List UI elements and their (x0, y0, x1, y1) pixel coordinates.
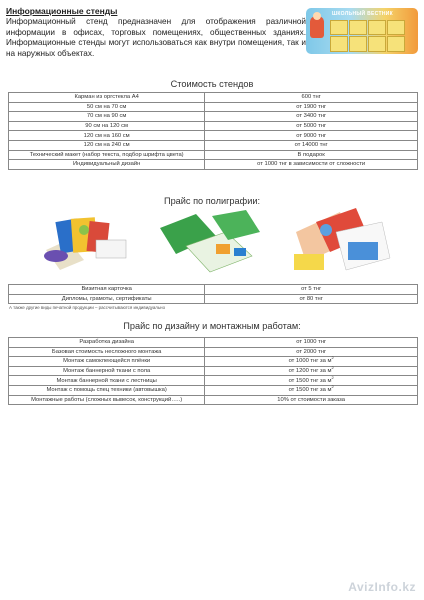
price-text: от 1000 тнг (296, 339, 327, 346)
price-text: от 80 тнг (299, 295, 323, 302)
print-price-table (8, 284, 418, 304)
table-row (9, 376, 418, 386)
print-section-title: Прайс по полиграфии: (163, 196, 261, 206)
square-superscript: 2 (331, 374, 334, 380)
table-row (9, 93, 418, 103)
item-price (205, 347, 418, 357)
price-text: от 14000 тнг (294, 142, 328, 149)
table-row (9, 160, 418, 170)
item-name: Разработка дизайна (9, 338, 205, 348)
item-price (205, 376, 418, 386)
board-pocket (368, 36, 386, 52)
item-price (205, 140, 418, 150)
table-row (9, 102, 418, 112)
table-row (9, 140, 418, 150)
table-row (9, 294, 418, 304)
item-price (205, 121, 418, 131)
board-pocket (330, 36, 348, 52)
item-name: 70 см на 90 см (9, 112, 205, 122)
item-name: 120 см на 240 см (9, 140, 205, 150)
square-superscript: 2 (331, 365, 334, 371)
item-name: Монтаж баннерной ткани с лестницы (9, 376, 205, 386)
item-name: Монтаж самоклеющейся плёнки (9, 357, 205, 367)
item-price (205, 93, 418, 103)
table-row (9, 285, 418, 295)
table-row (9, 385, 418, 395)
board-heading: ШКОЛЬНЫЙ ВЕСТНИК (332, 11, 393, 17)
price-text: от 1500 тнг за м (288, 377, 332, 384)
table-row (9, 338, 418, 348)
calendars-image (286, 202, 396, 278)
price-text: от 1500 тнг за м (288, 387, 332, 394)
board-pocket (387, 20, 405, 35)
board-pocket (368, 20, 386, 35)
item-name: Технический макет (набор текста, подбор шрифта цвета) (9, 150, 205, 160)
price-text: 10% от стоимости заказа (277, 396, 346, 403)
watermark-logo: AvizInfo.kz (348, 580, 416, 594)
table-row (9, 357, 418, 367)
item-name: Монтаж баннерной ткани с пола (9, 366, 205, 376)
price-text: от 1900 тнг (296, 103, 327, 110)
item-price (205, 112, 418, 122)
item-price (205, 357, 418, 367)
price-text: от 3400 тнг (296, 113, 327, 120)
print-note: А также другие виды печатной продукции – рассчитываются индивидуально (9, 305, 166, 310)
item-price (205, 395, 418, 405)
green-brochures-image (156, 206, 266, 276)
item-name: Монтажные работы (сложных вывесок, конструкций…..) (9, 395, 205, 405)
board-pocket (349, 20, 367, 35)
item-name: Карман из оргстекла А4 (9, 93, 205, 103)
table-row (9, 366, 418, 376)
school-board-image (306, 8, 418, 54)
price-text: от 5 тнг (301, 286, 322, 293)
item-name: 90 см на 120 см (9, 121, 205, 131)
header-title: Информационные стенды (6, 6, 118, 16)
price-text: от 1000 тнг за м (288, 358, 332, 365)
price-text: 600 тнг (301, 94, 321, 101)
item-price (205, 294, 418, 304)
table-row (9, 347, 418, 357)
price-text: от 2000 тнг (296, 348, 327, 355)
item-name: 50 см на 70 см (9, 102, 205, 112)
printed-booklets-image (38, 210, 134, 272)
clown-figure (310, 16, 324, 38)
table-row (9, 121, 418, 131)
board-pocket (387, 36, 405, 52)
item-price (205, 366, 418, 376)
square-superscript: 2 (331, 384, 334, 390)
item-name: Дипломы, грамоты, сертификаты (9, 294, 205, 304)
table-row (9, 150, 418, 160)
design-section-title: Прайс по дизайну и монтажным работам: (123, 321, 301, 331)
table-row (9, 112, 418, 122)
stands-section-title: Стоимость стендов (170, 79, 254, 89)
item-name: Визитная карточка (9, 285, 205, 295)
item-price (205, 385, 418, 395)
item-name: Монтаж с помощь спец техники (автовышка) (9, 385, 205, 395)
item-price (205, 285, 418, 295)
table-row (9, 131, 418, 141)
header-description: Информационный стенд предназначен для отображения различной информации в офисах, торговых помещениях, общественных зданиях. Информационные стенды могут использоваться как внутри помещения, так и на наружных объектах. (6, 17, 306, 58)
price-text: от 1000 тнг в зависимости от сложности (257, 161, 366, 168)
item-price (205, 131, 418, 141)
table-row (9, 395, 418, 405)
stands-price-table (8, 92, 418, 170)
price-text: В подарок (297, 151, 325, 158)
price-text: от 5000 тнг (296, 123, 327, 130)
price-text: от 1200 тнг за м (288, 368, 332, 375)
item-name: Индивидуальный дизайн (9, 160, 205, 170)
item-price (205, 102, 418, 112)
item-price (205, 150, 418, 160)
item-name: 120 см на 160 см (9, 131, 205, 141)
design-price-table (8, 337, 418, 405)
board-pocket (330, 20, 348, 35)
board-pocket (349, 36, 367, 52)
item-price (205, 160, 418, 170)
item-price (205, 338, 418, 348)
price-text: от 9000 тнг (296, 132, 327, 139)
square-superscript: 2 (331, 355, 334, 361)
item-name: Базовая стоимость несложного монтажа (9, 347, 205, 357)
